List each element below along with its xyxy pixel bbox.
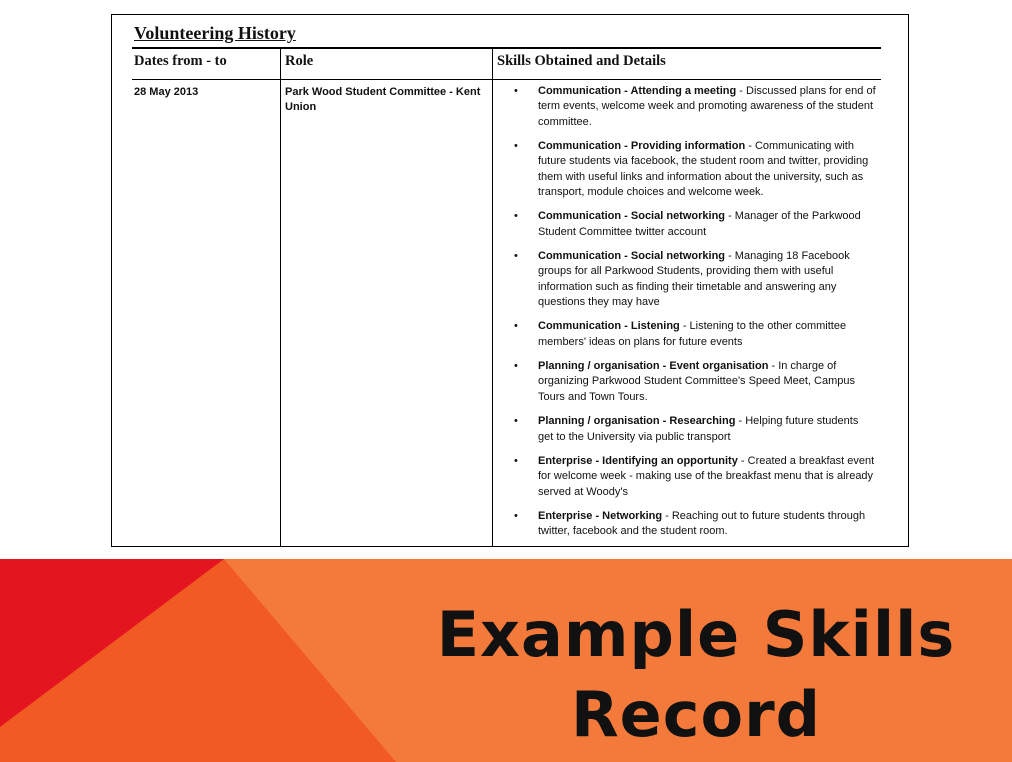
skill-heading: Communication - Providing information xyxy=(538,140,746,153)
column-header-dates: Dates from - to xyxy=(134,53,227,69)
skill-heading: Communication - Listening xyxy=(538,320,680,333)
skill-heading: Communication - Social networking xyxy=(538,250,726,263)
skill-detail: - Reaching out to future students through twitter, facebook and the student room. xyxy=(538,509,866,538)
skill-item xyxy=(514,209,876,240)
banner-title-line: Record xyxy=(570,678,822,751)
document-image xyxy=(111,14,909,547)
skill-detail: - Manager of the Parkwood Student Committee twitter account xyxy=(538,210,861,238)
skill-item xyxy=(514,319,876,350)
column-divider xyxy=(492,48,493,546)
banner-title-line: Example Skills xyxy=(436,598,956,671)
header-top-rule xyxy=(132,47,881,49)
skills-list xyxy=(514,84,876,548)
bullet-icon: • xyxy=(514,415,518,428)
skill-heading: Enterprise - Networking xyxy=(538,509,663,522)
bullet-icon: • xyxy=(514,509,518,522)
bullet-icon: • xyxy=(514,320,518,333)
bullet-icon: • xyxy=(514,250,518,263)
skill-item xyxy=(514,84,876,130)
skill-item xyxy=(514,139,876,201)
bullet-icon: • xyxy=(514,360,518,373)
bullet-icon: • xyxy=(514,140,518,153)
skill-heading: Communication - Social networking xyxy=(538,210,726,223)
column-divider xyxy=(280,48,281,546)
skill-heading: Planning / organisation - Event organisation xyxy=(538,360,769,373)
header-bottom-rule xyxy=(132,79,881,80)
skill-detail: - In charge of organizing Parkwood Student Committee's Speed Meet, Campus Tours and Town Tours. xyxy=(538,360,855,403)
skill-heading: Planning / organisation - Researching xyxy=(538,415,736,428)
skill-detail: - Communicating with future students via facebook, the student room and twitter, providing them with useful links and information about the university, such as transport, module choices and welcome week. xyxy=(538,140,869,199)
bullet-icon: • xyxy=(514,454,518,467)
title-banner xyxy=(0,559,1012,762)
skill-item xyxy=(514,414,876,445)
column-header-skills: Skills Obtained and Details xyxy=(497,53,666,69)
skill-item xyxy=(514,454,876,500)
skill-item xyxy=(514,509,876,540)
skill-heading: Communication - Attending a meeting xyxy=(538,85,737,97)
skill-detail: - Listening to the other committee members' ideas on plans for future events xyxy=(538,320,847,348)
banner-title xyxy=(380,595,1012,755)
column-header-role: Role xyxy=(285,53,314,69)
skill-detail: - Created a breakfast event for welcome week - making use of the breakfast menu that is already served at Woody's xyxy=(538,454,875,498)
skill-detail: - Managing 18 Facebook groups for all Parkwood Students, providing them with useful information such as finding their timetable and answering any questions they may have xyxy=(538,250,850,309)
skill-heading: Enterprise - Identifying an opportunity xyxy=(538,454,738,467)
bullet-icon: • xyxy=(514,85,518,97)
role-cell: Park Wood Student Committee - Kent Union xyxy=(285,86,481,113)
bullet-icon: • xyxy=(514,210,518,223)
skill-item xyxy=(514,359,876,405)
date-cell: 28 May 2013 xyxy=(134,86,199,98)
skill-detail: - Helping future students get to the University via public transport xyxy=(538,415,859,443)
skill-item xyxy=(514,249,876,311)
skill-detail: - Discussed plans for end of term events, welcome week and promoting awareness of the student committee. xyxy=(538,85,876,128)
document-title: Volunteering History xyxy=(134,23,296,43)
